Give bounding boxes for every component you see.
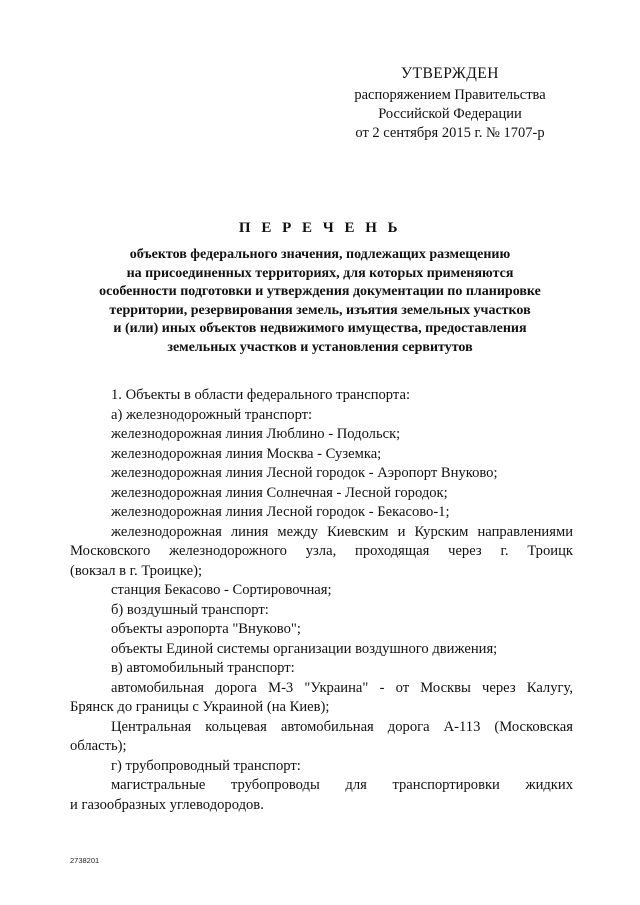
list-item: железнодорожная линия Лесной городок - Бекасово-1; bbox=[111, 504, 450, 520]
list-item: железнодорожная линия Люблино - Подольск; bbox=[111, 426, 401, 442]
subtitle-line: земельных участков и установления сервитутов bbox=[167, 339, 473, 355]
section-heading: 1. Объекты в области федерального транспорта: bbox=[111, 387, 410, 403]
document-subtitle bbox=[80, 246, 560, 358]
list-item-line: область); bbox=[70, 738, 127, 754]
subtitle-line: объектов федерального значения, подлежащих размещению bbox=[129, 247, 511, 262]
subtitle-line: на присоединенных территориях, для которых применяются bbox=[126, 265, 514, 281]
approval-stamp bbox=[330, 64, 570, 143]
list-item: объекты аэропорта "Внуково"; bbox=[111, 621, 301, 637]
list-item: железнодорожная линия Лесной городок - Аэропорт Внуково; bbox=[111, 465, 498, 481]
subtitle-line: территории, резервирования земель, изъятия земельных участков bbox=[109, 302, 531, 318]
list-item: железнодорожная линия Москва - Суземка; bbox=[111, 445, 382, 462]
document-number: 2738201 bbox=[70, 856, 100, 865]
approval-line-3: от 2 сентября 2015 г. № 1707-р bbox=[355, 125, 545, 141]
subsection-heading: б) воздушный транспорт: bbox=[111, 601, 269, 618]
list-item-line: автомобильная дорога М-3 "Украина" - от Москвы через Калугу, bbox=[111, 679, 573, 696]
list-item-line: магистральные трубопроводы для транспортировки жидких bbox=[111, 777, 573, 793]
approval-heading: УТВЕРЖДЕН bbox=[401, 65, 499, 82]
list-item-line: (вокзал в г. Троицке); bbox=[70, 562, 203, 579]
document-title: П Е Р Е Ч Е Н Ь bbox=[238, 220, 402, 236]
document-body bbox=[70, 386, 573, 815]
list-item-line: Центральная кольцевая автомобильная дорога А-113 (Московская bbox=[111, 718, 573, 735]
subsection-heading: г) трубопроводный транспорт: bbox=[111, 757, 301, 774]
list-item: станция Бекасово - Сортировочная; bbox=[111, 582, 332, 598]
list-item-line: Московского железнодорожного узла, проходящая через г. Троицк bbox=[70, 543, 573, 559]
list-item: объекты Единой системы организации воздушного движения; bbox=[111, 640, 498, 657]
list-item-line: и газообразных углеводородов. bbox=[70, 796, 264, 813]
list-item-line: Брянск до границы с Украиной (на Киев); bbox=[70, 699, 330, 715]
list-item-line: железнодорожная линия между Киевским и Курским направлениями bbox=[111, 523, 573, 540]
approval-line-1: распоряжением Правительства bbox=[354, 87, 546, 103]
list-item: железнодорожная линия Солнечная - Лесной городок; bbox=[111, 484, 448, 501]
subtitle-line: особенности подготовки и утверждения документации по планировке bbox=[99, 284, 541, 300]
subsection-heading: а) железнодорожный транспорт: bbox=[111, 406, 313, 423]
subsection-heading: в) автомобильный транспорт: bbox=[111, 660, 295, 676]
subtitle-line: и (или) иных объектов недвижимого имущества, предоставления bbox=[113, 321, 527, 337]
approval-line-2: Российской Федерации bbox=[378, 106, 522, 122]
